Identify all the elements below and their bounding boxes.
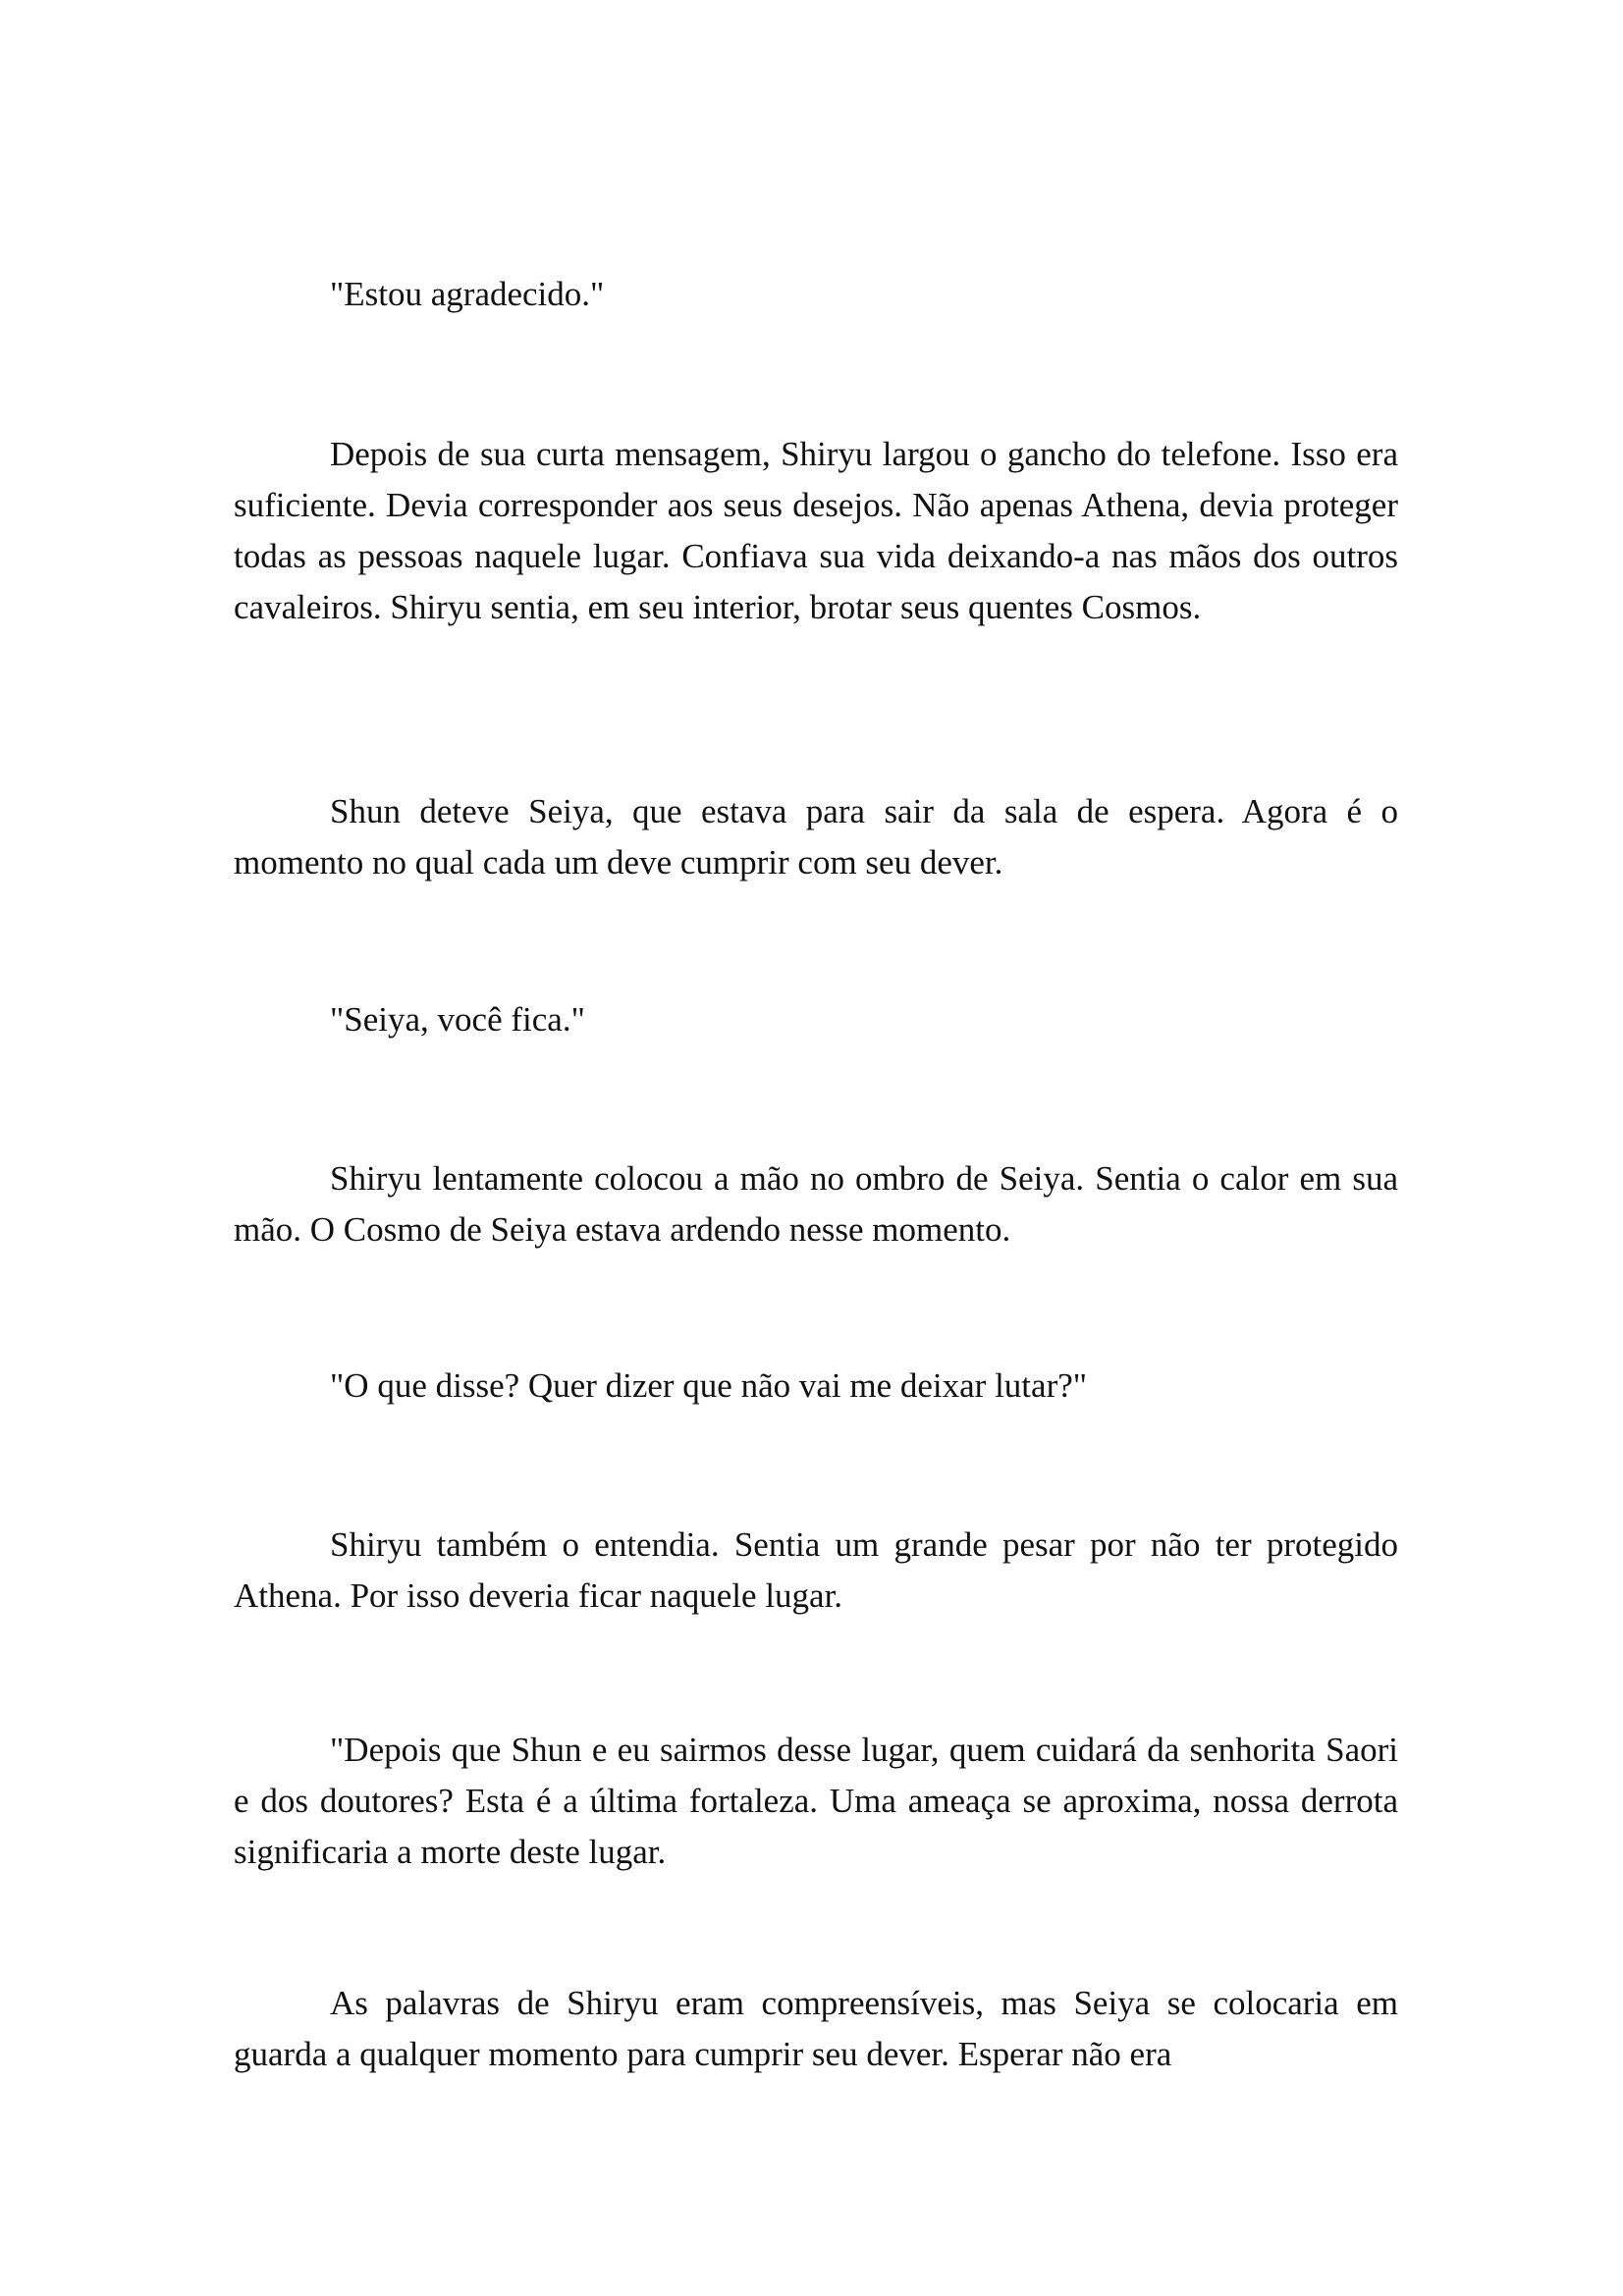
paragraph-depois-que-shun-e-eu: "Depois que Shun e eu sairmos desse lugar, quem cuidará da senhorita Saori e dos doutores? Esta é a última fortaleza. Uma ameaça se aproxima, nossa derrota significaria a morte deste lugar. bbox=[234, 1731, 1398, 1871]
paragraph-as-palavras-de-shiryu: As palavras de Shiryu eram compreensíveis, mas Seiya se colocaria em guarda a qualquer momento para cumprir seu dever. Esperar não era bbox=[234, 1984, 1398, 2073]
paragraph-shun-deteve-seiya: Shun deteve Seiya, que estava para sair da sala de espera. Agora é o momento no qual cada um deve cumprir com seu dever. bbox=[234, 792, 1398, 881]
paragraph-shiryu-tambem-o-entendia: Shiryu também o entendia. Sentia um grande pesar por não ter protegido Athena. Por isso deveria ficar naquele lugar. bbox=[234, 1525, 1398, 1615]
paragraph-depois-de-sua-curta-mensagem: Depois de sua curta mensagem, Shiryu largou o gancho do telefone. Isso era suficiente. Devia corresponder aos seus desejos. Não apenas Athena, devia proteger todas as pessoas naquele lugar. Confiava sua vida deixando-a nas mãos dos outros cavaleiros. Shiryu sentia, em seu interior, brotar seus quentes Cosmos. bbox=[234, 435, 1398, 626]
paragraph-o-que-disse: "O que disse? Quer dizer que não vai me deixar lutar?" bbox=[330, 1366, 1088, 1405]
paragraph-seiya-voce-fica: "Seiya, você fica." bbox=[330, 1000, 585, 1039]
paragraph-shiryu-lentamente: Shiryu lentamente colocou a mão no ombro de Seiya. Sentia o calor em sua mão. O Cosmo de Seiya estava ardendo nesse momento. bbox=[234, 1159, 1398, 1249]
paragraph-estou-agradecido: "Estou agradecido." bbox=[330, 275, 605, 313]
